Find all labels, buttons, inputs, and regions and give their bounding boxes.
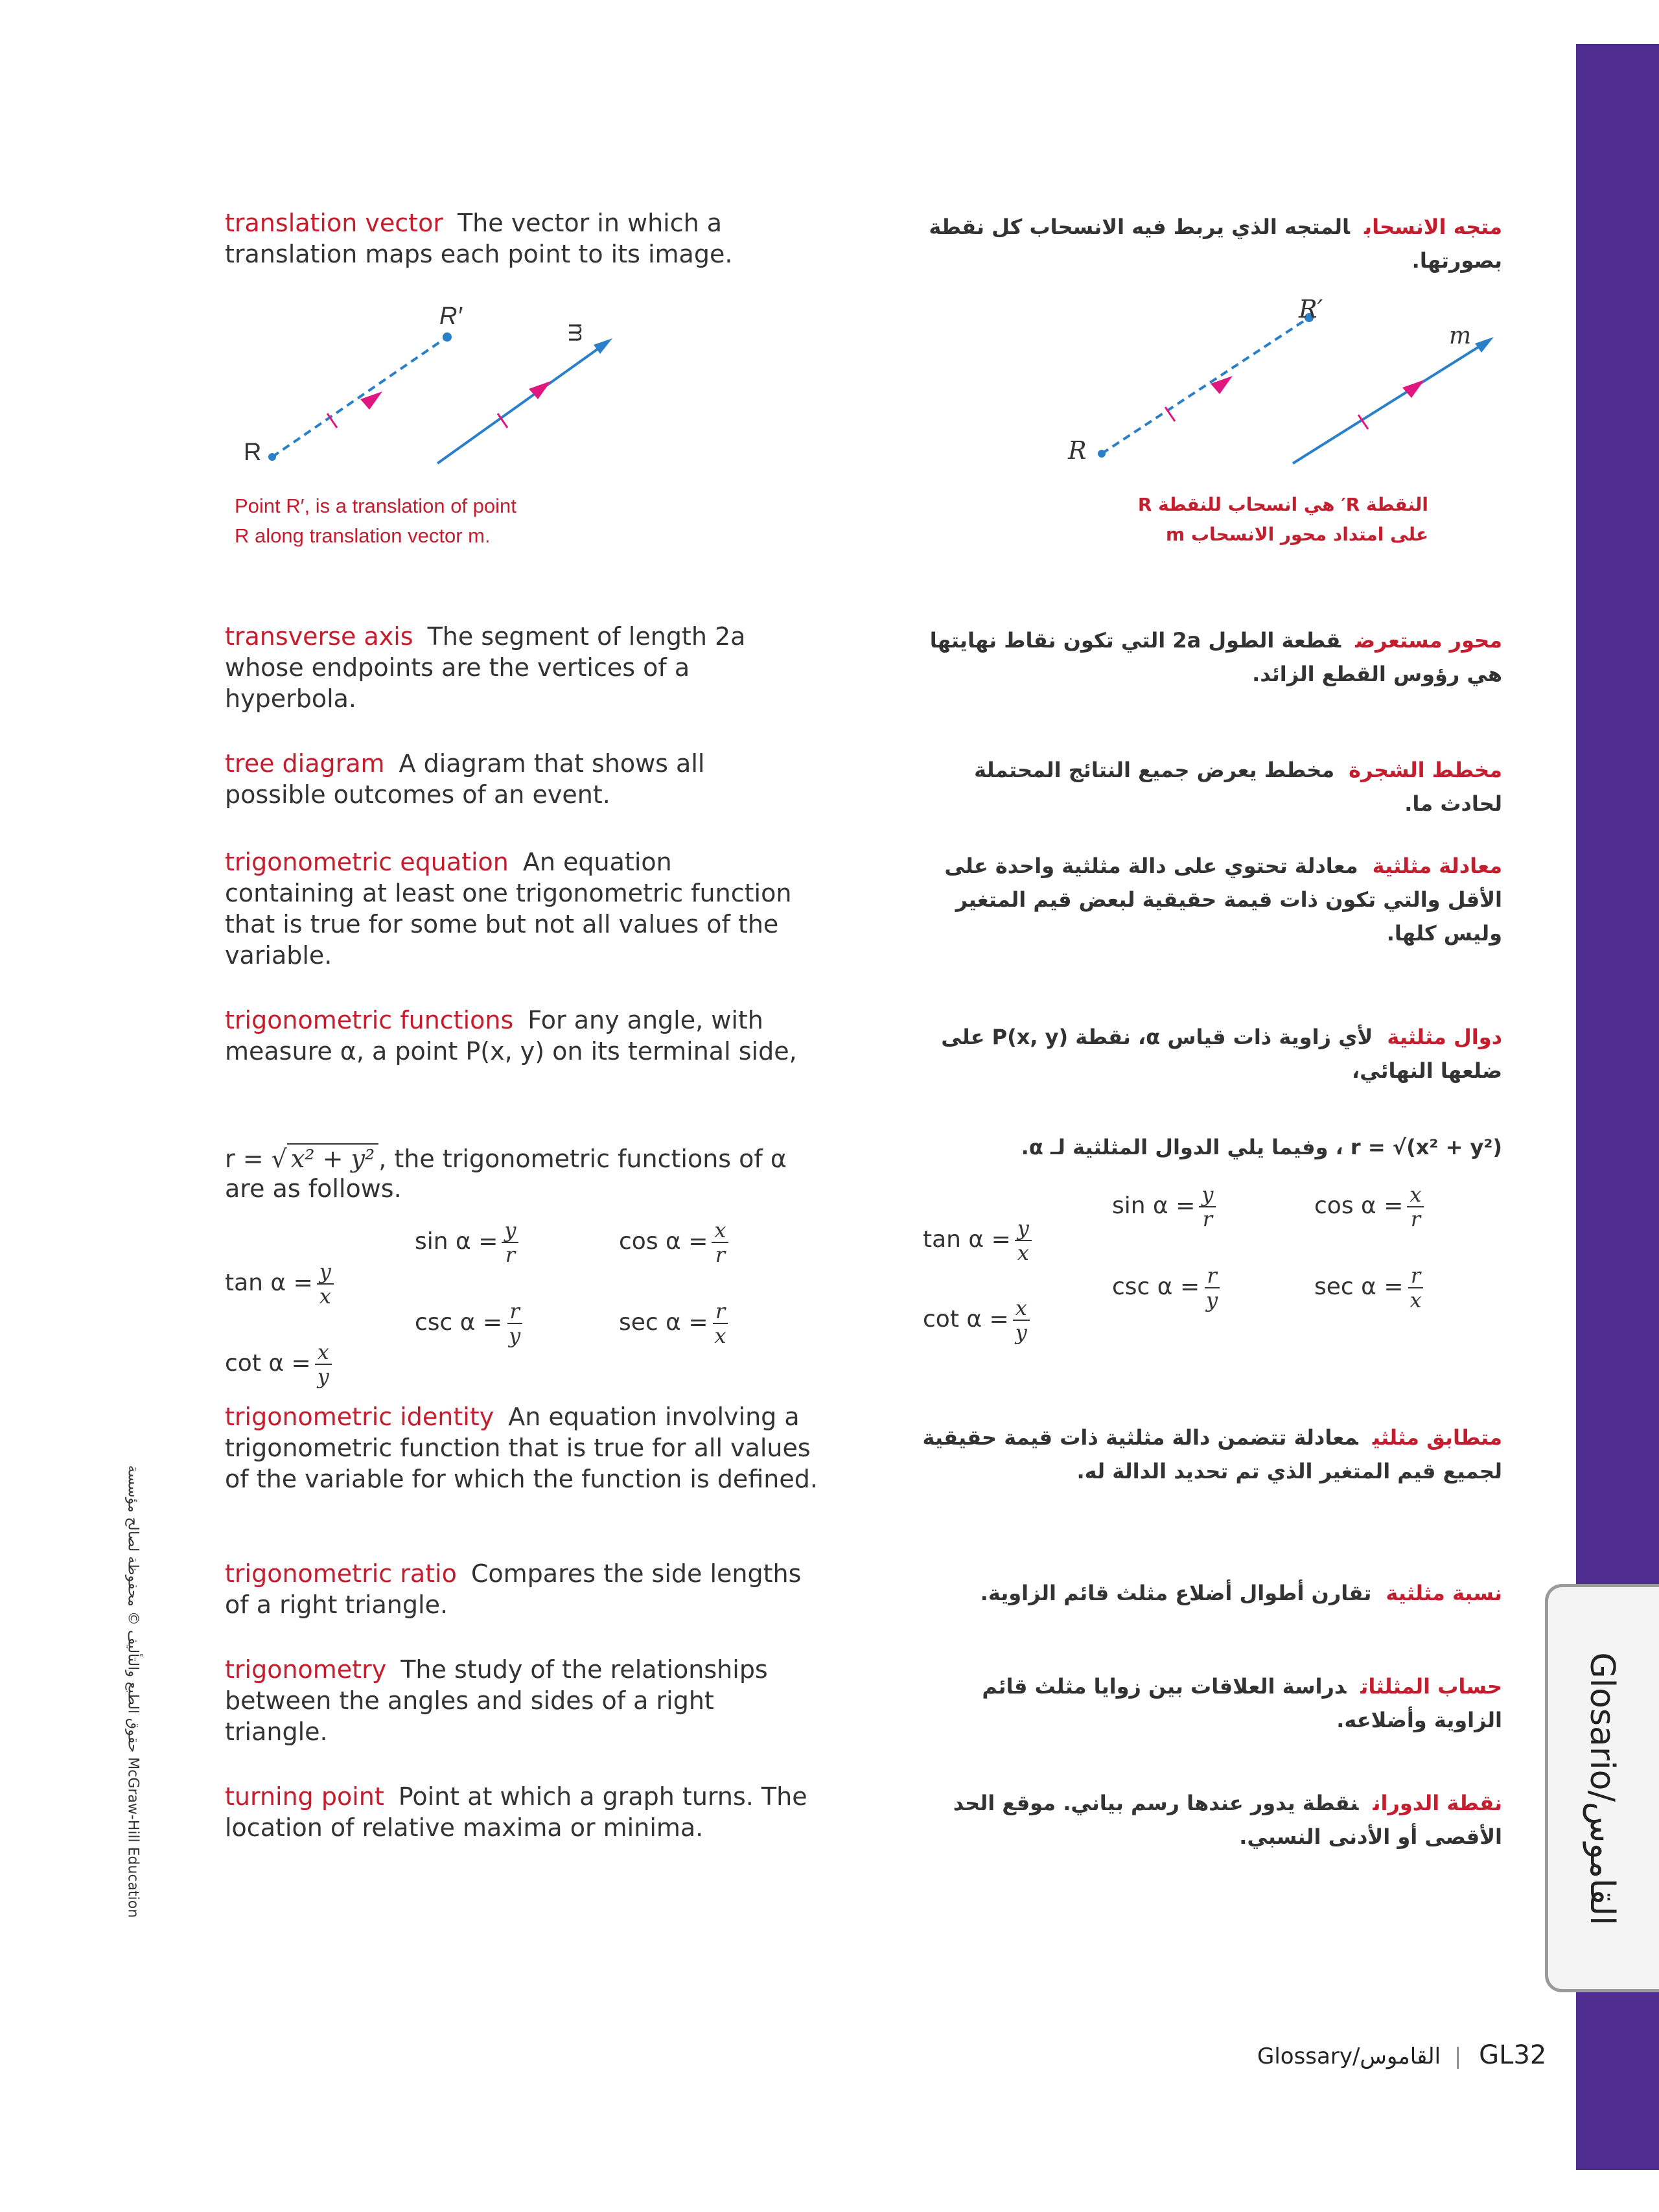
entry-trigonometric-functions — [225, 1005, 808, 1067]
fn-cot-en: cot α = $\frac{x}{y}$ — [225, 1340, 332, 1388]
entry-trigonometric-ratio — [225, 1558, 821, 1620]
label-m: m — [1449, 323, 1472, 349]
definition: معادلة تتضمن دالة مثلثية ذات قيمة حقيقية لجميع قيم المتغير الذي تم تحديد الدالة له. — [922, 1425, 1502, 1484]
term: نقطة الدوران — [1373, 1791, 1502, 1815]
entry-trigonometric-identity-ar — [920, 1421, 1502, 1488]
fn-sec-en: sec α = $\frac{r}{x}$ — [619, 1299, 729, 1347]
entry-translation-vector — [225, 207, 808, 270]
r-formula-en: r = √ x² + y² , the trigonometric functions of α are as follows. — [225, 1145, 787, 1203]
definition: مخطط يعرض جميع النتائج المحتملة لحادث ما. — [974, 758, 1502, 816]
term: tree diagram — [225, 749, 385, 778]
fn-csc-en: csc α = $\frac{r}{y}$ — [415, 1299, 523, 1347]
definition: معادلة تحتوي على دالة مثلثية واحدة على الأقل والتي تكون ذات قيمة حقيقية لبعض قيم المتغير وليس كلها. — [944, 854, 1502, 946]
fn-csc-ar: csc α = $\frac{r}{y}$ — [1112, 1264, 1220, 1312]
diagram-caption-en: Point R′, is a translation of point R along translation vector m. — [235, 495, 516, 547]
term: متجه الانسحاب — [1364, 215, 1502, 239]
term: trigonometric identity — [225, 1403, 494, 1431]
label-r-prime: R′ — [1299, 298, 1323, 323]
definition: نقطة يدور عندها رسم بياني. موقع الحد الأقصى أو الأدنى النسبي. — [953, 1791, 1502, 1849]
r-formula-ar: r = √(x² + y²) ، وفيما يلي الدوال المثلثية لـ α. — [1021, 1135, 1502, 1159]
term: trigonometric ratio — [225, 1559, 457, 1588]
copyright-notice: حقوق الطبع والتأليف © محفوظة لصالح مؤسسة McGraw-Hill Education — [124, 1465, 141, 1918]
entry-trigonometry-ar — [920, 1670, 1502, 1737]
definition: The study of the relationships between the angles and sides of a right triangle. — [225, 1655, 768, 1746]
entry-transverse-axis-ar — [920, 623, 1502, 691]
term: معادلة مثلثية — [1372, 854, 1502, 878]
definition: An equation containing at least one trigonometric function that is true for some but not all values of the variable. — [225, 848, 792, 970]
fn-tan-en: tan α = $\frac{y}{x}$ — [225, 1260, 334, 1308]
fn-sec-ar: sec α = $\frac{r}{x}$ — [1314, 1264, 1424, 1312]
entry-tree-diagram-ar — [920, 753, 1502, 821]
term: trigonometric equation — [225, 848, 509, 876]
term: محور مستعرض — [1355, 628, 1502, 653]
entry-trigonometric-equation — [225, 846, 808, 971]
translation-diagram-ar — [1063, 298, 1503, 480]
term: متطابق مثلثي — [1372, 1425, 1502, 1450]
definition: Compares the side lengths of a right triangle. — [225, 1559, 802, 1619]
entry-trigonometric-functions-ar — [920, 1020, 1502, 1088]
term: حساب المثلثات — [1360, 1674, 1502, 1699]
translation-diagram-en — [233, 305, 635, 480]
definition: دراسة العلاقات بين زوايا مثلث قائم الزاوية وأضلاعه. — [982, 1674, 1502, 1732]
label-r: R — [1068, 436, 1087, 465]
fn-cot-ar: cot α = $\frac{x}{y}$ — [923, 1296, 1030, 1344]
entry-turning-point-ar — [920, 1786, 1502, 1854]
definition: The segment of length 2a whose endpoints are the vertices of a hyperbola. — [225, 622, 746, 713]
term: transverse axis — [225, 622, 413, 651]
definition: For any angle, with measure α, a point P(x, y) on its terminal side, — [225, 1006, 797, 1065]
entry-trigonometric-equation-ar — [920, 849, 1502, 950]
entry-trigonometry — [225, 1654, 821, 1747]
term: trigonometric functions — [225, 1006, 514, 1034]
term: دوال مثلثية — [1387, 1025, 1502, 1049]
term: نسبة مثلثية — [1386, 1581, 1502, 1605]
label-r: R — [244, 439, 262, 466]
footer-label: Glossary/القاموس — [1257, 2043, 1441, 2069]
definition: تقارن أطوال أضلاع مثلث قائم الزاوية. — [980, 1581, 1372, 1605]
fn-sin-ar: sin α = $\frac{y}{r}$ — [1112, 1183, 1216, 1231]
definition: An equation involving a trigonometric function that is true for all values of the variable for which the function is defined. — [225, 1403, 818, 1493]
entry-transverse-axis — [225, 621, 808, 714]
term: trigonometry — [225, 1655, 387, 1684]
entry-trigonometric-ratio-ar — [920, 1576, 1502, 1610]
term: turning point — [225, 1782, 384, 1811]
footer-separator: | — [1454, 2043, 1462, 2069]
definition: Point at which a graph turns. The location of relative maxima or minima. — [225, 1782, 807, 1842]
label-m: m — [564, 323, 590, 342]
page-footer — [1257, 2040, 1546, 2070]
fn-cos-en: cos α = $\frac{x}{r}$ — [619, 1218, 728, 1266]
definition: لأي زاوية ذات قياس α، نقطة P(x, y) على ضلعها النهائي، — [941, 1025, 1502, 1083]
fn-cos-ar: cos α = $\frac{x}{r}$ — [1314, 1183, 1424, 1231]
fn-sin-en: sin α = $\frac{y}{r}$ — [415, 1218, 518, 1266]
entry-translation-vector-ar — [920, 210, 1502, 277]
definition: قطعة الطول 2a التي تكون نقاط نهايتها هي رؤوس القطع الزائد. — [929, 628, 1502, 686]
fn-tan-ar: tan α = $\frac{y}{x}$ — [923, 1217, 1032, 1264]
entry-tree-diagram — [225, 748, 808, 810]
term: مخطط الشجرة — [1349, 758, 1502, 782]
diagram-caption-ar: النقطة R′ هي انسحاب للنقطة R على امتداد محور الانسحاب m — [1137, 494, 1428, 545]
term: translation vector — [225, 209, 443, 237]
definition: The vector in which a translation maps each point to its image. — [225, 209, 733, 268]
label-r-prime: R′ — [439, 305, 462, 330]
glossary-tab-label: Glosario/القاموس — [1583, 1652, 1621, 1926]
definition: A diagram that shows all possible outcomes of an event. — [225, 749, 705, 809]
entry-trigonometric-identity — [225, 1401, 821, 1495]
page-number: GL32 — [1479, 2040, 1547, 2070]
definition: المتجه الذي يربط فيه الانسحاب كل نقطة بصورتها. — [929, 215, 1502, 273]
entry-turning-point — [225, 1781, 821, 1843]
